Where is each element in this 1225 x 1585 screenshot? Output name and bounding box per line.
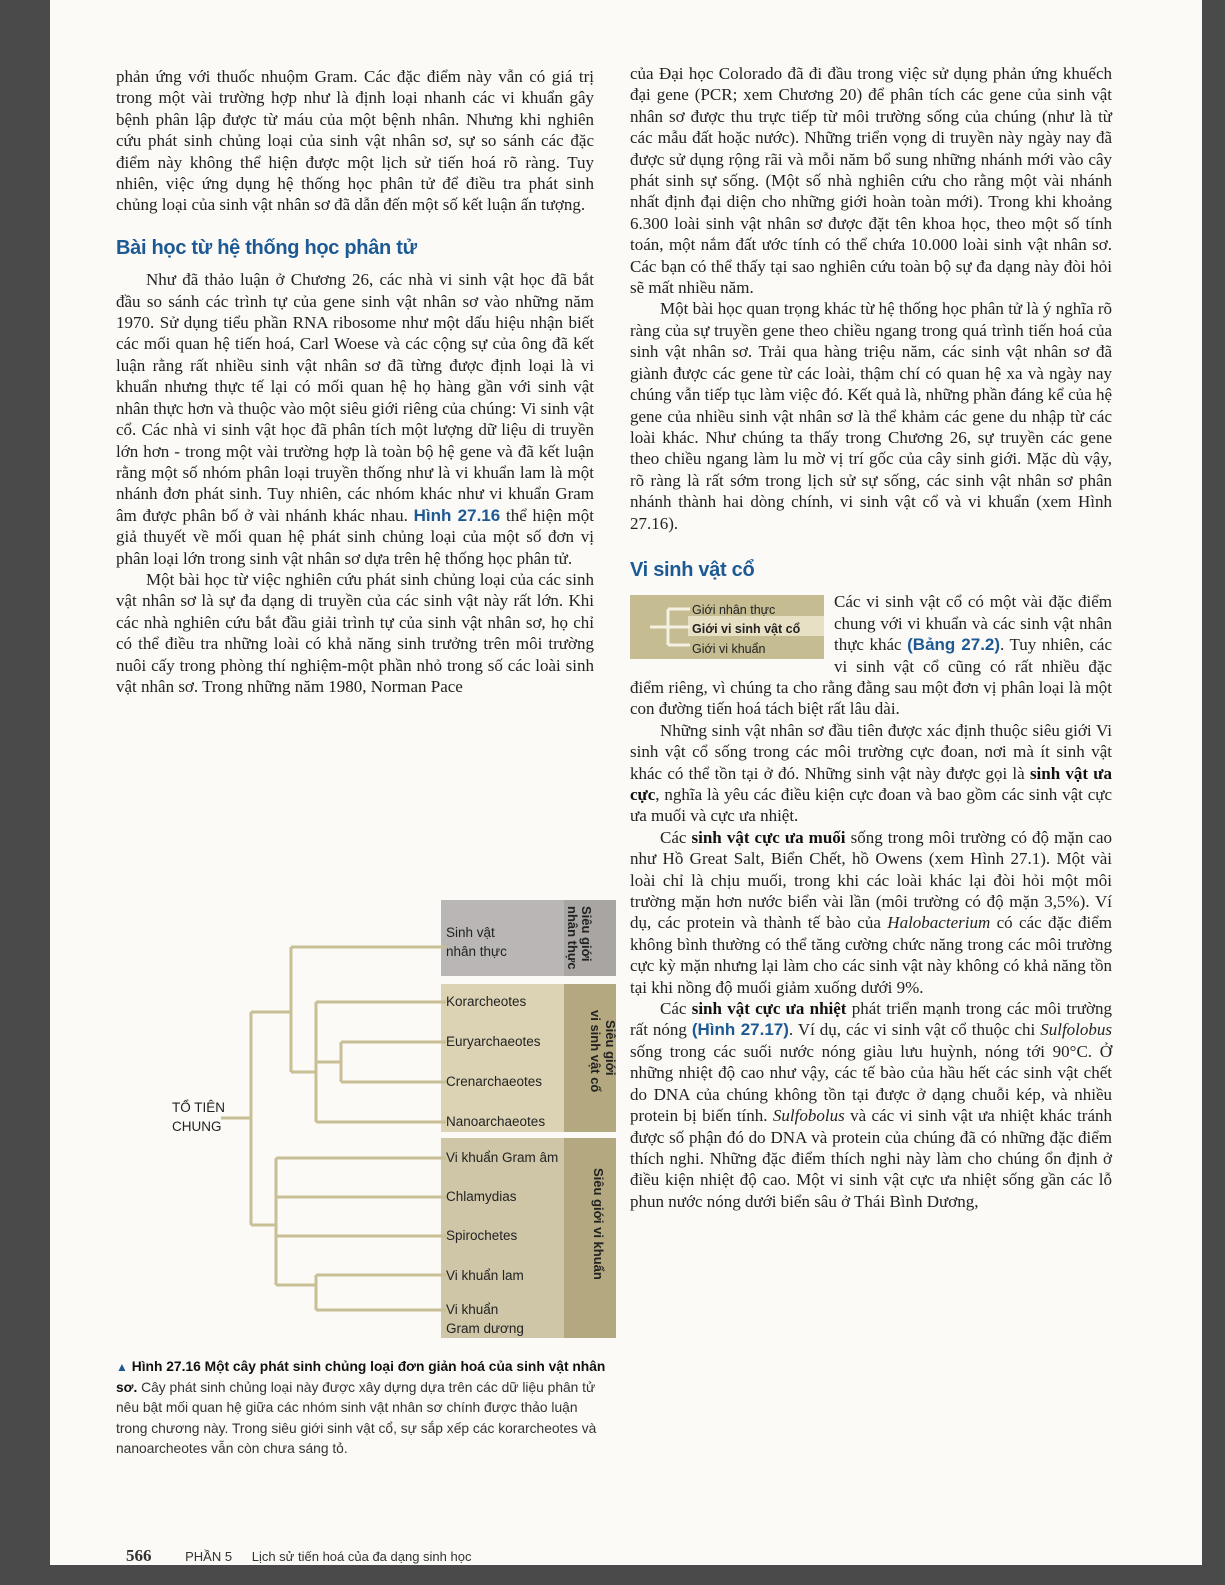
page-number: 566: [126, 1546, 152, 1565]
genus-name: Halobacterium: [887, 913, 991, 933]
text: Các: [660, 827, 687, 847]
tree-branches: [221, 947, 446, 1310]
leaf-euryarchaeotes: Euryarchaeotes: [446, 1034, 541, 1049]
text: . Tuy nhiên, các vi sinh vật cổ cũng có rất nhiều đặc điểm riêng, vì chúng ta cho rằng đằng sau một đơn vị phân loại là một con đường tiến hoá tách biệt rất lâu dài.: [630, 635, 1113, 719]
figure-caption: [116, 1357, 606, 1460]
text: và các vi sinh vật ưa nhiệt khác tránh được số phận đó do DNA và protein của chúng đã có những đặc điểm thích nghi. Những đặc điểm thích nghi này làm cho chúng ổn định ở điều kiện nhiệt độ cao. Một vi sinh vật cực ưa nhiệt sống gần các lỗ phun nước nóng dưới biển sâu ở Thái Bình Dương,: [630, 1106, 1112, 1211]
leaf-spirochetes: Spirochetes: [446, 1228, 518, 1243]
domain-label-bacteria: Siêu giới vi khuẩn: [591, 1168, 606, 1280]
text: Như đã thảo luận ở Chương 26, các nhà vi sinh vật học đã bắt đầu so sánh các trình tự của gene sinh vật nhân sơ vào những năm 1970. Sử dụng tiểu phần RNA ribosome như một dấu hiệu nhận biết các mối quan hệ tiến hoá, Carl Woese và các cộng sự của ông đã kết luận rằng rất nhiều sinh vật nhân sơ đã từng được định loại là vi khuẩn nhưng thực tế lại có mối quan hệ họ hàng gần với sinh vật nhân thực hơn và thuộc vào một siêu giới riêng của chúng: Vi sinh vật cổ. Các nhà vi sinh vật học đã phân tích một lượng dữ liệu di truyền lớn hơn - trong một vài trường hợp là toàn bộ hệ gene và đã kết luận rằng một số nhóm phân loại truyền thống như là vi khuẩn lam là một nhánh đơn phát sinh. Tuy nhiên, các nhóm khác như vi khuẩn Gram âm được phân bố ở vài nhánh khác nhau.: [116, 270, 594, 525]
paragraph: Một bài học từ việc nghiên cứu phát sinh chủng loại của các sinh vật nhân sơ là sự đa dạng di truyền của các sinh vật này rất lớn. Khi các nhà nghiên cứu bắt đầu giải trình tự của sinh vật nhân sơ, họ chỉ có thể điều tra những loài có khả năng sinh trưởng trên môi trường nuôi cấy trong phòng thí nghiệm-một phần nhỏ trong số các loài sinh vật nhân sơ. Trong những năm 1980, Norman Pace: [116, 569, 594, 696]
triangle-icon: ▲: [116, 1360, 128, 1374]
leaf-gram-positive-2: Gram dương: [446, 1321, 524, 1336]
domain-label-eukarya-2: nhân thực: [565, 906, 580, 970]
page-footer: [126, 1546, 471, 1566]
root-label-2: CHUNG: [172, 1119, 222, 1134]
leaf-cyanobacteria: Vi khuẩn lam: [446, 1268, 524, 1283]
leaf-korarcheotes: Korarcheotes: [446, 994, 527, 1009]
phylogenetic-tree-figure: [116, 900, 636, 1355]
left-column: [116, 66, 594, 697]
figure-reference[interactable]: Hình 27.16: [413, 505, 501, 525]
text: . Ví dụ, các vi sinh vật cổ thuộc chi: [788, 1020, 1036, 1040]
leaf-eukarya-1: Sinh vật: [446, 925, 495, 940]
paragraph: [630, 720, 1112, 827]
text: , nghĩa là yêu các điều kiện cực đoan và bao gồm các sinh vật cực ưa muối và cực ưa nhiệt.: [630, 785, 1112, 826]
right-column: [630, 63, 1112, 1212]
domain-label-archaea-1: Siêu giới: [603, 1020, 618, 1076]
figure-reference[interactable]: (Hình 27.17): [691, 1020, 789, 1040]
section-heading: Vi sinh vật cổ: [630, 558, 755, 581]
key-term: sinh vật ưa cực: [630, 763, 1113, 804]
key-term: sinh vật cực ưa nhiệt: [691, 999, 847, 1019]
phylogenetic-tree: [116, 900, 636, 1355]
paragraph: của Đại học Colorado đã đi đầu trong việc sử dụng phản ứng khuếch đại gene (PCR; xem Chương 20) để phân tích các gene của sinh vật nhân sơ được thu trực tiếp từ môi trường sống của chúng (như là từ các mẫu đất hoặc nước). Những triển vọng di truyền này ngày nay đã được sử dụng rộng rãi và mỗi năm bổ sung những nhánh mới vào cây phát sinh sự sống. (Một số nhà nghiên cứu cho rằng một vài nhánh nhất định đại diện cho những giới hoàn toàn mới). Trong khi khoảng 6.300 loài sinh vật nhân sơ được đặt tên khoa học, theo một số tính toán, một nắm đất ước tính có thể chứa 10.000 loài sinh vật nhân sơ. Các bạn có thể thấy tại sao nghiên cứu toàn bộ sự đa dạng này đòi hỏi sẽ mất nhiều năm.: [630, 64, 1112, 298]
text: Các: [660, 999, 687, 1019]
domain-label-archaea-2: vi sinh vật cổ: [588, 1010, 603, 1093]
mini-tree-label: Giới nhân thực: [692, 603, 776, 618]
leaf-nanoarchaeotes: Nanoarchaeotes: [446, 1114, 546, 1129]
leaf-chlamydias: Chlamydias: [446, 1189, 517, 1204]
text: có các đặc điểm không bình thường có thể tăng cường chức năng trong các môi trường cực kỳ mặn nhưng lại làm cho các sinh vật này không có khả năng tồn tại khi nồng độ muối giảm xuống dưới 9%.: [630, 913, 1113, 997]
paragraph: [630, 998, 1112, 1212]
text: Các vi sinh vật cổ có một vài đặc điểm chung với vi khuẩn và các sinh vật nhân thực khác: [834, 592, 1112, 655]
part-label: PHẦN 5: [185, 1549, 233, 1564]
genus-name: Sulfolobus: [1040, 1020, 1113, 1040]
leaf-eukarya-2: nhân thực: [446, 944, 507, 959]
root-label-1: TỔ TIÊN: [172, 1100, 226, 1115]
mini-tree-icon: [630, 595, 824, 659]
mini-tree-label-highlight: Giới vi sinh vật cổ: [692, 622, 801, 637]
caption-title: Hình 27.16 Một cây phát sinh chủng loại đơn giản hoá của sinh vật nhân sơ.: [116, 1359, 606, 1395]
paragraph: Một bài học quan trọng khác từ hệ thống học phân tử là ý nghĩa rõ ràng của sự truyền gene theo chiều ngang trong quá trình tiến hoá của sinh vật nhân sơ. Trải qua hàng triệu năm, các sinh vật nhân sơ đã giành được các gene từ các loài, thậm chí có quan hệ xa và ngày nay chúng vẫn tiếp tục làm việc đó. Kết quả là, những phần đáng kể của hệ gene của nhiều sinh vật nhân sơ là thể khảm các gene du nhập từ các loài khác. Như chúng ta thấy trong Chương 26, sự truyền các gene theo chiều ngang làm lu mờ vị trí gốc của cây sinh giới. Mặc dù vậy, rõ ràng là rất sớm trong lịch sử sự sống, các sinh vật nhân sơ phân nhánh thành hai dòng chính, vi sinh vật cổ và vi khuẩn (xem Hình 27.16).: [630, 299, 1112, 533]
bacteria-bar: [564, 1138, 616, 1338]
table-reference[interactable]: (Bảng 27.2): [907, 635, 1001, 655]
key-term: sinh vật cực ưa muối: [691, 827, 846, 847]
leaf-gram-positive-1: Vi khuẩn: [446, 1302, 499, 1317]
paragraph: [116, 269, 594, 569]
text: sống trong các suối nước nóng giàu lưu huỳnh, nóng tới 90°C. Ở những nhiệt độ cao như vậy, các tế bào của hầu hết các sinh vật chết do DNA của chúng không tồn tại được ở dạng chuỗi kép, và nhiều protein bị biến tính.: [630, 1041, 1112, 1126]
text: phát triển mạnh trong các môi trường rất nóng: [630, 999, 1113, 1040]
genus-name: Sulfobolus: [772, 1106, 845, 1126]
leaf-crenarchaeotes: Crenarchaeotes: [446, 1074, 543, 1089]
paragraph: phản ứng với thuốc nhuộm Gram. Các đặc điểm này vẫn có giá trị trong một vài trường hợp như là định loại nhanh các vi khuẩn gây bệnh phân lập được từ máu của một bệnh nhân. Nhưng khi nghiên cứu phát sinh chủng loại của sinh vật nhân sơ, sự so sánh các đặc điểm này không thể hiện được một lịch sử tiến hoá rõ ràng. Tuy nhiên, việc ứng dụng hệ thống học phân tử để điều tra phát sinh chủng loại của sinh vật nhân sơ đã dẫn đến một số kết luận ấn tượng.: [116, 67, 594, 215]
text: Những sinh vật nhân sơ đầu tiên được xác định thuộc siêu giới Vi sinh vật cổ sống trong các môi trường cực đoan, nơi mà ít sinh vật khác có thể tồn tại ở đó. Những sinh vật này được gọi là: [630, 720, 1112, 783]
caption-text: Cây phát sinh chủng loại này được xây dựng dựa trên các dữ liệu phân tử nêu bật mối quan hệ giữa các nhóm sinh vật nhân sơ chính được thảo luận trong chương này. Trong siêu giới sinh vật cổ, sự sắp xếp các korarcheotes và nanoarcheotes vẫn còn chưa sáng tỏ.: [116, 1379, 597, 1456]
leaf-gram-negative: Vi khuẩn Gram âm: [446, 1150, 559, 1165]
part-title: Lịch sử tiến hoá của đa dạng sinh học: [251, 1549, 472, 1564]
text: sống trong môi trường có độ mặn cao như Hồ Great Salt, Biển Chết, hồ Owens (xem Hình 27.1). Một vài loài chỉ là chịu muối, trong khi các loài khác lại đòi hỏi một môi trường mặn hơn nước biển vài lần (môi trường có độ mặn 3,5%). Ví dụ, các protein và thành tế bào của: [630, 827, 1113, 933]
domain-label-eukarya-1: Siêu giới: [579, 906, 594, 962]
mini-tree-label: Giới vi khuẩn: [692, 642, 766, 657]
paragraph: [630, 827, 1112, 998]
book-page: [50, 0, 1202, 1565]
section-heading: Bài học từ hệ thống học phân tử: [116, 236, 417, 259]
text: thể hiện một giả thuyết về mối quan hệ phát sinh chủng loại của một số đơn vị phân loại lớn trong sinh vật nhân sơ dựa trên hệ thống học phân tử.: [116, 505, 594, 568]
